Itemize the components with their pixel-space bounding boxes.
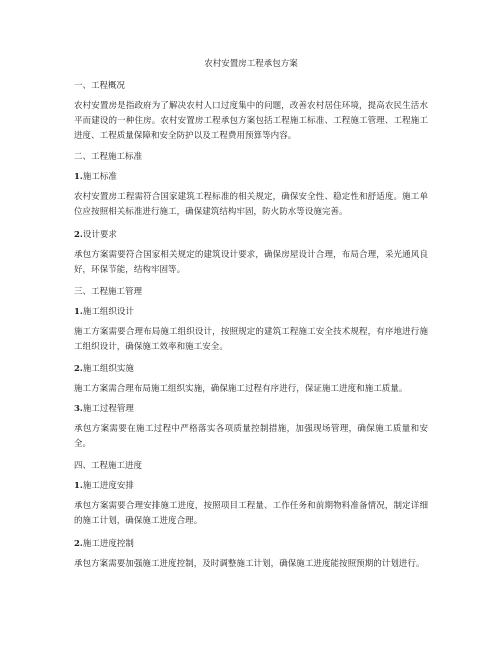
subsection-number: 2. xyxy=(74,364,83,374)
document-title: 农村安置房工程承包方案 xyxy=(204,59,298,69)
subsection-heading xyxy=(74,228,428,243)
subsection-number: 1. xyxy=(74,481,83,491)
section-heading: 一、工程概况 xyxy=(74,81,126,91)
paragraph: 施工方案需要合理布局施工组织设计，按照规定的建筑工程施工安全技术规程，有序地进行施工组织设计，确保施工效率和施工安全。 xyxy=(74,327,428,352)
section-heading: 四、工程施工进度 xyxy=(74,461,143,471)
subsection-title: 施工标准 xyxy=(82,172,117,182)
subsection-title: 设计要求 xyxy=(82,230,117,240)
subsection-title: 施工组织实施 xyxy=(82,364,134,374)
subsection-title: 施工进度控制 xyxy=(82,539,134,549)
paragraph: 施工方案需合理布局施工组织实施，确保施工过程有序进行，保证施工进度和施工质量。 xyxy=(74,384,408,394)
paragraph: 承包方案需要在施工过程中严格落实各项质量控制措施，加强现场管理，确保施工质量和安全。 xyxy=(74,424,428,449)
subsection-number: 2. xyxy=(74,539,83,549)
subsection-heading xyxy=(74,362,428,377)
subsection-heading xyxy=(74,479,428,494)
subsection-number: 2. xyxy=(74,230,83,240)
paragraph: 农村安置房是指政府为了解决农村人口过度集中的问题，改善农村居住环境，提高农民生活水平而建设的一种住房。农村安置房工程承包方案包括工程施工标准、工程施工管理、工程施工进度、工程质量保障和安全防护以及工程费用预算等内容。 xyxy=(74,101,428,141)
subsection-title: 施工进度安排 xyxy=(82,481,134,491)
paragraph: 承包方案需要合理安排施工进度，按照项目工程量、工作任务和前期物料准备情况，制定详细的施工计划，确保施工进度合理。 xyxy=(74,501,428,526)
subsection-heading xyxy=(74,537,428,552)
subsection-heading xyxy=(74,170,428,185)
subsection-number: 1. xyxy=(74,172,83,182)
subsection-number: 1. xyxy=(74,307,83,317)
subsection-title: 施工组织设计 xyxy=(82,307,134,317)
subsection-title: 施工过程管理 xyxy=(82,404,134,414)
subsection-heading xyxy=(74,402,428,417)
section-heading: 二、工程施工标准 xyxy=(74,152,143,162)
subsection-number: 3. xyxy=(74,404,83,414)
paragraph: 农村安置房工程需符合国家建筑工程标准的相关规定，确保安全性、稳定性和舒适度。施工单位应按照相关标准进行施工，确保建筑结构牢固，防火防水等设施完善。 xyxy=(74,192,428,217)
paragraph: 承包方案需要符合国家相关规定的建筑设计要求，确保房屋设计合理，布局合理，采光通风良好，环保节能，结构牢固等。 xyxy=(74,250,428,275)
section-heading: 三、工程施工管理 xyxy=(74,287,143,297)
subsection-heading xyxy=(74,305,428,320)
paragraph: 承包方案需要加强施工进度控制，及时调整施工计划，确保施工进度能按照预期的计划进行。 xyxy=(74,559,425,569)
